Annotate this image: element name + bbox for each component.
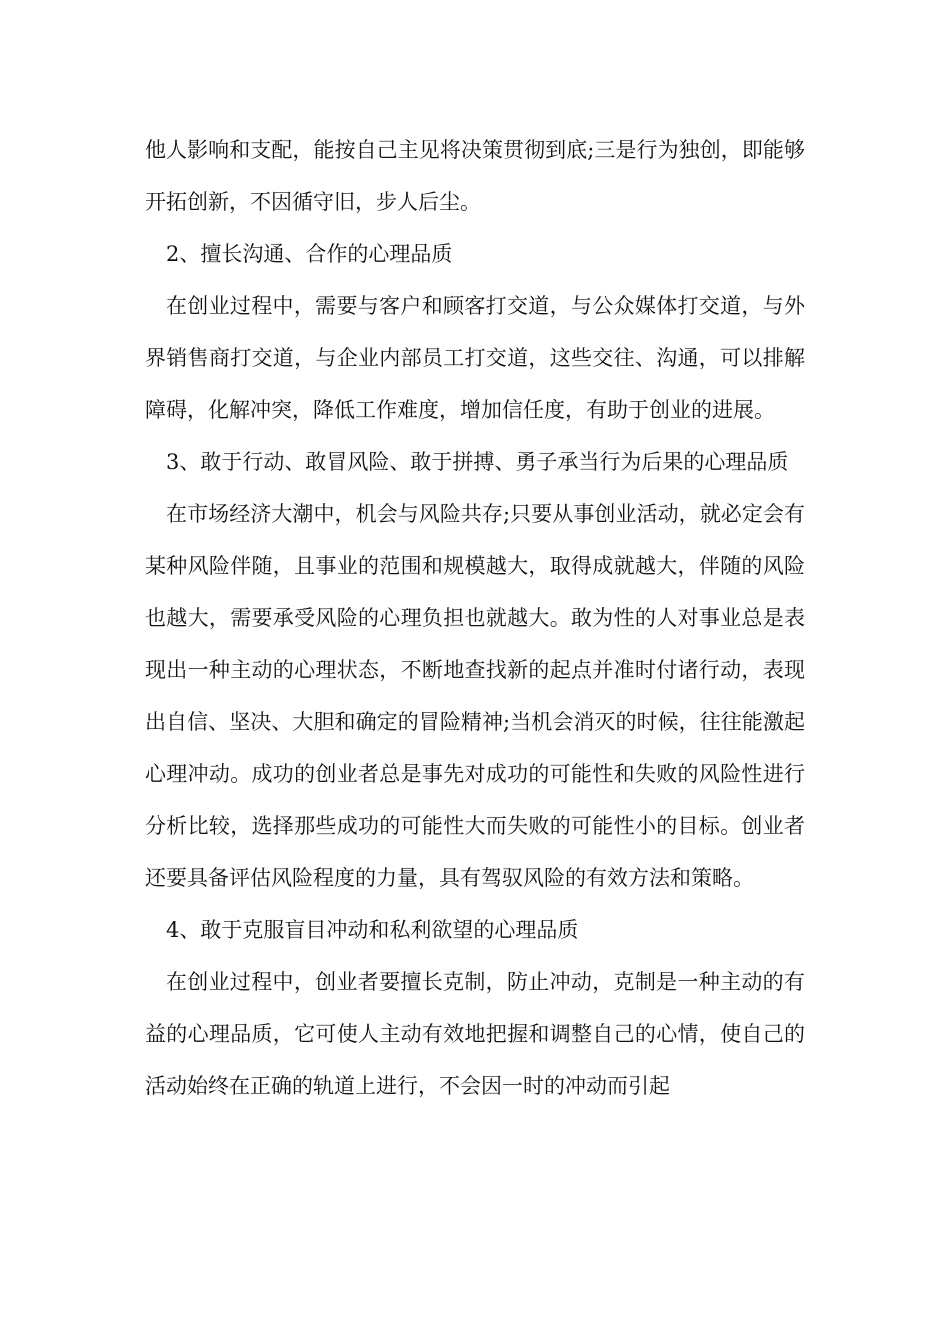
- body-paragraph: 在创业过程中，创业者要擅长克制，防止冲动，克制是一种主动的有益的心理品质，它可使人主动有效地把握和调整自己的心情，使自己的活动始终在正确的轨道上进行，不会因一时的冲动而引起: [145, 970, 805, 1098]
- section-heading: 4、敢于克服盲目冲动和私利欲望的心理品质: [166, 918, 579, 942]
- body-paragraph: 在市场经济大潮中，机会与风险共存;只要从事创业活动，就必定会有某种风险伴随，且事业的范围和规模越大，取得成就越大，伴随的风险也越大，需要承受风险的心理负担也就越大。敢为性的人对事业总是表现出一种主动的心理状态，不断地查找新的起点并准时付诸行动，表现出自信、坚决、大胆和确定的冒险精神;当机会消灭的时候，往往能激起心理冲动。成功的创业者总是事先对成功的可能性和失败的风险性进行分析比较，选择那些成功的可能性大而失败的可能性小的目标。创业者还要具备评估风险程度的力量，具有驾驭风险的有效方法和策略。: [145, 502, 805, 890]
- body-paragraph: 他人影响和支配，能按自己主见将决策贯彻到底;三是行为独创，即能够开拓创新，不因循守旧，步人后尘。: [145, 138, 805, 214]
- body-paragraph: 在创业过程中，需要与客户和顾客打交道，与公众媒体打交道，与外界销售商打交道，与企业内部员工打交道，这些交往、沟通，可以排解障碍，化解冲突，降低工作难度，增加信任度，有助于创业的进展。: [145, 294, 805, 422]
- section-heading: 3、敢于行动、敢冒风险、敢于拼搏、勇子承当行为后果的心理品质: [166, 450, 789, 474]
- document-body: [145, 124, 805, 1112]
- section-heading: 2、擅长沟通、合作的心理品质: [166, 242, 453, 266]
